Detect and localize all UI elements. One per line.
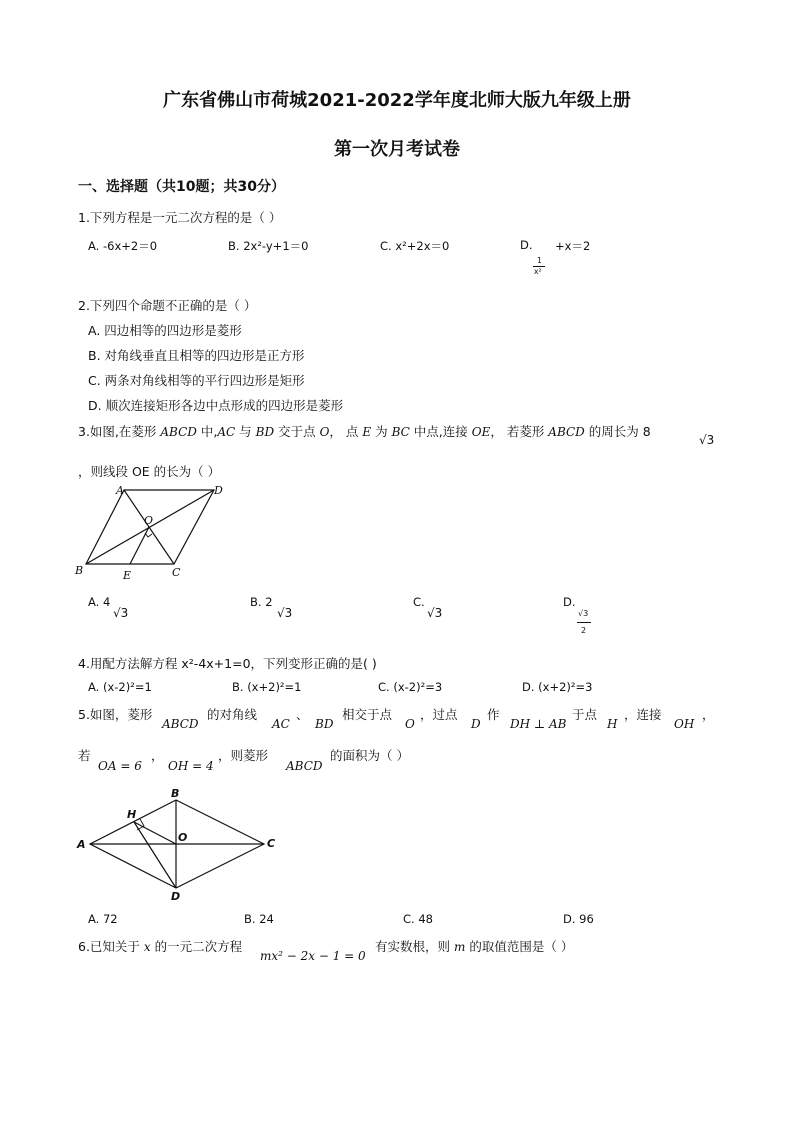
question-1-option-c: C. x²+2x＝0 xyxy=(380,239,450,253)
rhombus-figure-q3 xyxy=(72,480,232,585)
label-o: O xyxy=(178,831,188,844)
question-2-option-a: A. 四边相等的四边形是菱形 xyxy=(88,323,242,338)
question-5-text-8: ，连接 xyxy=(624,707,662,722)
question-4-option-a: A. (x-2)²=1 xyxy=(88,680,152,694)
label-d: D xyxy=(171,890,181,903)
question-3-option-c: C. xyxy=(413,595,425,609)
question-1-option-d-frac-den: x² xyxy=(534,267,542,276)
question-2-option-c: C. 两条对角线相等的平行四边形是矩形 xyxy=(88,373,305,388)
question-3-option-d: D. xyxy=(563,595,576,609)
label-d: D xyxy=(214,484,223,497)
question-5-math-abcd-2: ABCD xyxy=(286,759,323,773)
question-5-math-ac: AC xyxy=(272,717,290,731)
rhombus-figure-q5 xyxy=(74,786,286,904)
question-3-stem: 3.如图,在菱形 ABCD 中,AC 与 BD 交于点 O， 点 E 为 BC 中点,连接 OE， 若菱形 ABCD 的周长为 8 xyxy=(78,424,651,439)
question-5-text-9: ， xyxy=(702,707,715,722)
question-4-option-c: C. (x-2)²=3 xyxy=(378,680,443,694)
fraction-bar xyxy=(577,622,591,623)
label-c: C xyxy=(172,566,181,579)
question-1-option-d-frac-num: 1 xyxy=(537,256,542,265)
question-5-math-bd: BD xyxy=(315,717,334,731)
question-3-option-d-den: 2 xyxy=(581,626,587,635)
question-3-option-a: A. 4 xyxy=(88,595,111,609)
question-5-math-oh-value: OH = 4 xyxy=(168,759,214,773)
page-subtitle: 第一次月考试卷 xyxy=(334,139,460,160)
question-4-option-b: B. (x+2)²=1 xyxy=(232,680,302,694)
question-1-option-a: A. -6x+2＝0 xyxy=(88,239,158,253)
question-5-text-4: 相交于点 xyxy=(342,707,393,722)
question-5-math-h: H xyxy=(607,717,618,731)
question-3-stem-line-2: ，则线段 OE 的长为（ ） xyxy=(78,464,221,479)
question-3-option-c-sqrt: √3 xyxy=(427,606,443,620)
page-title: 广东省佛山市荷城2021-2022学年度北师大版九年级上册 xyxy=(163,90,631,111)
question-5-text-12: ，则菱形 xyxy=(218,748,269,763)
question-6-stem: 6.已知关于 x 的一元二次方程 xyxy=(78,939,243,954)
label-b: B xyxy=(75,564,84,577)
question-6-stem-end: 有实数根，则 m 的取值范围是（ ） xyxy=(375,939,574,954)
label-h: H xyxy=(127,808,137,821)
question-5-option-b: B. 24 xyxy=(244,912,274,926)
question-3-option-d-num: √3 xyxy=(578,609,589,618)
question-3-sqrt: √3 xyxy=(699,433,715,447)
question-5-text-1: 5.如图，菱形 xyxy=(78,707,153,722)
label-b: B xyxy=(171,787,180,800)
question-2-stem: 2.下列四个命题不正确的是（ ） xyxy=(78,298,257,313)
question-5-text-13: 的面积为（ ） xyxy=(330,748,409,763)
question-5-text-3: 、 xyxy=(296,707,309,722)
label-e: E xyxy=(123,569,132,582)
question-5-option-c: C. 48 xyxy=(403,912,433,926)
question-5-math-oa: OA = 6 xyxy=(98,759,142,773)
question-5-option-d: D. 96 xyxy=(563,912,594,926)
question-6-equation: mx² − 2x − 1 = 0 xyxy=(260,949,366,963)
label-a: A xyxy=(116,484,124,497)
question-1-stem: 1.下列方程是一元二次方程的是（ ） xyxy=(78,210,282,225)
question-1-option-b: B. 2x²-y+1＝0 xyxy=(228,239,309,253)
question-3-option-b-sqrt: √3 xyxy=(277,606,293,620)
label-c: C xyxy=(267,837,276,850)
question-5-text-7: 于点 xyxy=(572,707,598,722)
question-4-option-d: D. (x+2)²=3 xyxy=(522,680,593,694)
question-3-option-a-sqrt: √3 xyxy=(113,606,129,620)
question-4-stem: 4.用配方法解方程 x²-4x+1=0，下列变形正确的是( ) xyxy=(78,656,377,671)
question-5-option-a: A. 72 xyxy=(88,912,118,926)
question-5-math-oh: OH xyxy=(674,717,695,731)
section-heading: 一、选择题（共10题；共30分） xyxy=(78,179,285,195)
question-5-math-abcd: ABCD xyxy=(162,717,199,731)
question-2-option-d: D. 顺次连接矩形各边中点形成的四边形是菱形 xyxy=(88,398,344,413)
label-a: A xyxy=(77,838,86,851)
question-1-option-d-rest: +x＝2 xyxy=(555,239,591,253)
question-5-math-d: D xyxy=(471,717,481,731)
question-5-math-dh-ab: DH ⊥ AB xyxy=(510,717,567,731)
question-5-math-o: O xyxy=(405,717,415,731)
question-5-text-2: 的对角线 xyxy=(207,707,258,722)
question-1-option-d-label: D. xyxy=(520,238,533,252)
question-5-text-10: 若 xyxy=(78,748,91,763)
question-2-option-b: B. 对角线垂直且相等的四边形是正方形 xyxy=(88,348,305,363)
question-5-text-6: 作 xyxy=(487,707,500,722)
question-3-option-b: B. 2 xyxy=(250,595,273,609)
label-o: O xyxy=(144,514,154,527)
question-5-text-5: ，过点 xyxy=(420,707,458,722)
question-5-text-11: ， xyxy=(151,748,164,763)
